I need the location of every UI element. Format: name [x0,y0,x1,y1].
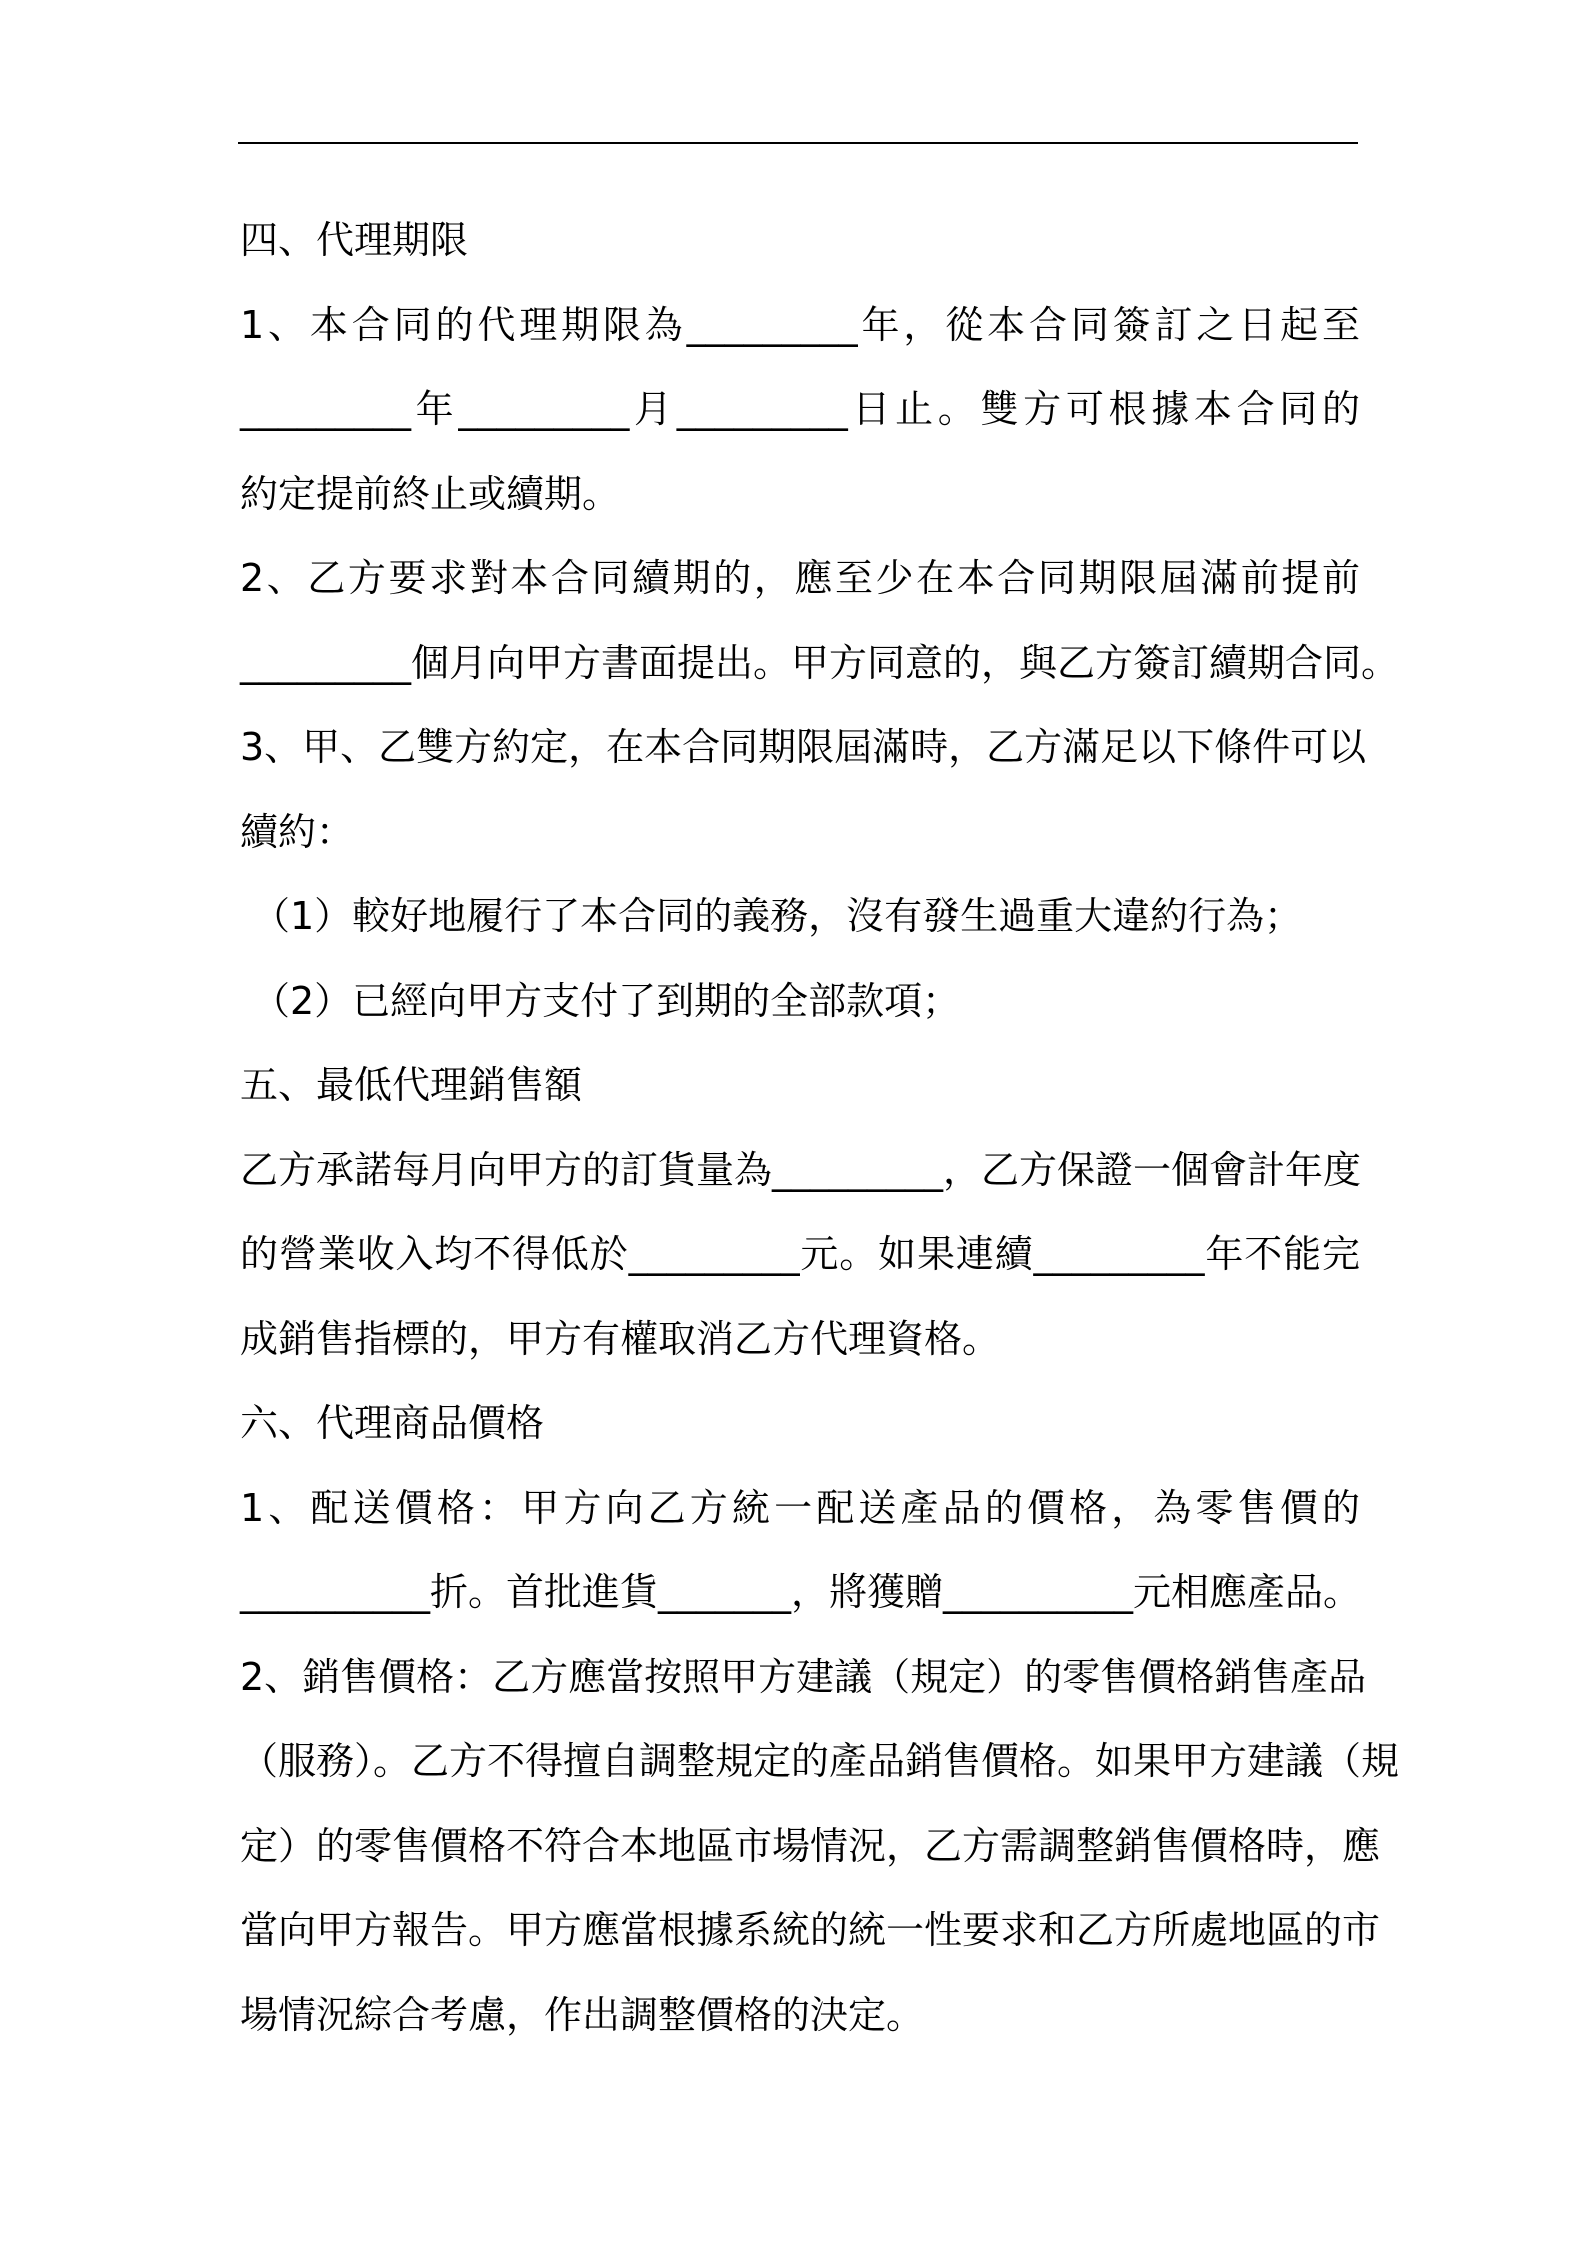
paragraph-line: _________個月向甲方書面提出。甲方同意的，與乙方簽訂續期合同。 [240,640,1400,685]
paragraph-line: 乙方承諾每月向甲方的訂貨量為_________，乙方保證一個會計年度 [240,1147,1362,1192]
paragraph-line: 的營業收入均不得低於_________元。如果連續_________年不能完 [240,1232,1360,1276]
document-body [240,198,1400,2057]
paragraph-line: __________折。首批進貨_______，將獲贈__________元相應產品。 [240,1570,1362,1614]
paragraph-line: 2、銷售價格：乙方應當按照甲方建議（規定）的零售價格銷售產品 [240,1654,1367,1699]
paragraph-line: （服務）。乙方不得擅自調整規定的產品銷售價格。如果甲方建議（規 [240,1739,1400,1783]
paragraph-line: 場情況綜合考慮，作出調整價格的決定。 [240,1992,925,2037]
paragraph-line: 3、甲、乙雙方約定，在本合同期限屆滿時，乙方滿足以下條件可以 [240,725,1367,769]
paragraph-line: 成銷售指標的，甲方有權取消乙方代理資格。 [240,1316,1001,1361]
paragraph-line: 約定提前終止或續期。 [240,471,621,516]
section-heading-price: 六、代理商品價格 [240,1401,545,1445]
paragraph-line: 1、配送價格：甲方向乙方統一配送產品的價格，為零售價的 [240,1485,1360,1530]
paragraph-line: 定）的零售價格不符合本地區市場情況，乙方需調整銷售價格時，應 [240,1823,1381,1868]
section-heading-minimum-sales: 五、最低代理銷售額 [240,1063,583,1107]
section-heading-term: 四、代理期限 [240,218,469,262]
header-rule [238,142,1358,144]
paragraph-line: 續約： [240,809,355,854]
paragraph-line: 1、本合同的代理期限為_________年，從本合同簽訂之日起至 [240,302,1360,347]
list-item: （2）已經向甲方支付了到期的全部款項； [252,978,961,1023]
paragraph-line: 當向甲方報告。甲方應當根據系統的統一性要求和乙方所處地區的市 [240,1908,1381,1952]
list-item: （1）較好地履行了本合同的義務，沒有發生過重大違約行為； [252,894,1303,938]
paragraph-line: _________年_________月_________日止。雙方可根據本合同的 [240,387,1360,431]
paragraph-line: 2、乙方要求對本合同續期的，應至少在本合同期限屆滿前提前 [240,556,1360,600]
